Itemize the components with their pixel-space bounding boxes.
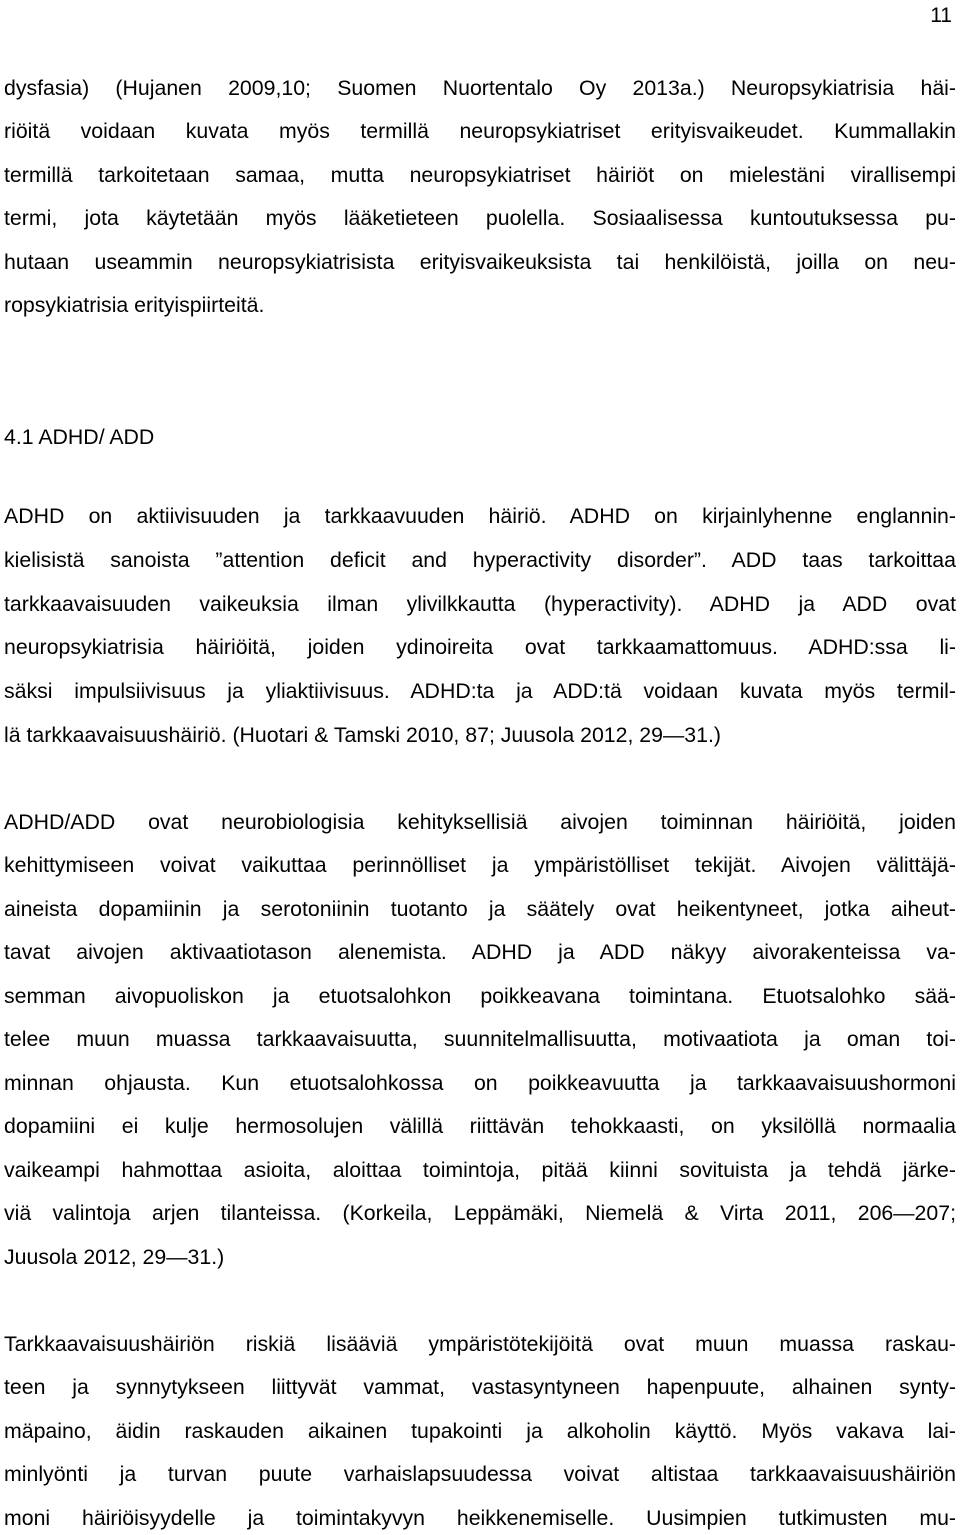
text-line: dopamiini ei kulje hermosolujen välillä riittävän tehokkaasti, on yksilöllä normaalia <box>4 1114 956 1138</box>
text-line: viä valintoja arjen tilanteissa. (Korkeila, Leppämäki, Niemelä & Virta 2011, 206—207; <box>4 1201 956 1225</box>
text-line: Tarkkaavaisuushäiriön riskiä lisääviä ympäristötekijöitä ovat muun muassa raskau- <box>4 1332 956 1356</box>
text-line: minlyönti ja turvan puute varhaislapsuudessa voivat altistaa tarkkaavaisuushäiriön <box>4 1462 956 1486</box>
text-line: Juusola 2012, 29—31.) <box>4 1245 225 1269</box>
text-line: tarkkaavaisuuden vaikeuksia ilman ylivilkkautta (hyperactivity). ADHD ja ADD ovat <box>4 592 956 616</box>
text-line: termi, jota käytetään myös lääketieteen puolella. Sosiaalisessa kuntoutuksessa pu- <box>4 206 956 230</box>
text-line: ADHD/ADD ovat neurobiologisia kehityksellisiä aivojen toiminnan häiriöitä, joiden <box>4 810 956 834</box>
section-heading: 4.1 ADHD/ ADD <box>4 425 155 449</box>
text-line: aineista dopamiinin ja serotoniinin tuotanto ja säätely ovat heikentyneet, jotka aiheut- <box>4 897 956 921</box>
text-line: tavat aivojen aktivaatiotason alenemista. ADHD ja ADD näkyy aivorakenteissa va- <box>4 940 956 964</box>
text-line: teen ja synnytykseen liittyvät vammat, vastasyntyneen hapenpuute, alhainen synty- <box>4 1375 956 1399</box>
text-line: ADHD on aktiivisuuden ja tarkkaavuuden häiriö. ADHD on kirjainlyhenne englannin- <box>4 504 956 528</box>
text-line: riöitä voidaan kuvata myös termillä neuropsykiatriset erityisvaikeudet. Kummallakin <box>4 119 956 143</box>
text-line: neuropsykiatrisia häiriöitä, joiden ydinoireita ovat tarkkaamattomuus. ADHD:ssa li- <box>4 635 956 659</box>
text-line: moni häiriöisyydelle ja toimintakyvyn heikkenemiselle. Uusimpien tutkimusten mu- <box>4 1506 956 1530</box>
text-line: vaikeampi hahmottaa asioita, aloittaa toimintoja, pitää kiinni sovituista ja tehdä järke- <box>4 1158 956 1182</box>
text-line: mäpaino, äidin raskauden aikainen tupakointi ja alkoholin käyttö. Myös vakava lai- <box>4 1419 956 1443</box>
text-line: termillä tarkoitetaan samaa, mutta neuropsykiatriset häiriöt on mielestäni virallisempi <box>4 163 956 187</box>
page-number: 11 <box>930 4 952 27</box>
text-line: hutaan useammin neuropsykiatrisista erityisvaikeuksista tai henkilöistä, joilla on neu- <box>4 250 956 274</box>
text-line: lä tarkkaavaisuushäiriö. (Huotari & Tamski 2010, 87; Juusola 2012, 29—31.) <box>4 723 721 747</box>
text-line: minnan ohjausta. Kun etuotsalohkossa on poikkeavuutta ja tarkkaavaisuushormoni <box>4 1071 956 1095</box>
text-line: dysfasia) (Hujanen 2009,10; Suomen Nuortentalo Oy 2013a.) Neuropsykiatrisia häi- <box>4 76 956 100</box>
text-line: ropsykiatrisia erityispiirteitä. <box>4 293 265 317</box>
text-line: telee muun muassa tarkkaavaisuutta, suunnitelmallisuutta, motivaatiota ja oman toi- <box>4 1027 956 1051</box>
text-line: semman aivopuoliskon ja etuotsalohkon poikkeavana toimintana. Etuotsalohko sää- <box>4 984 956 1008</box>
text-line: kielisistä sanoista ”attention deficit and hyperactivity disorder”. ADD taas tarkoittaa <box>4 548 956 572</box>
text-line: säksi impulsiivisuus ja yliaktiivisuus. ADHD:ta ja ADD:tä voidaan kuvata myös termil- <box>4 679 956 703</box>
text-line: kehittymiseen voivat vaikuttaa perinnölliset ja ympäristölliset tekijät. Aivojen välittäjä- <box>4 853 956 877</box>
